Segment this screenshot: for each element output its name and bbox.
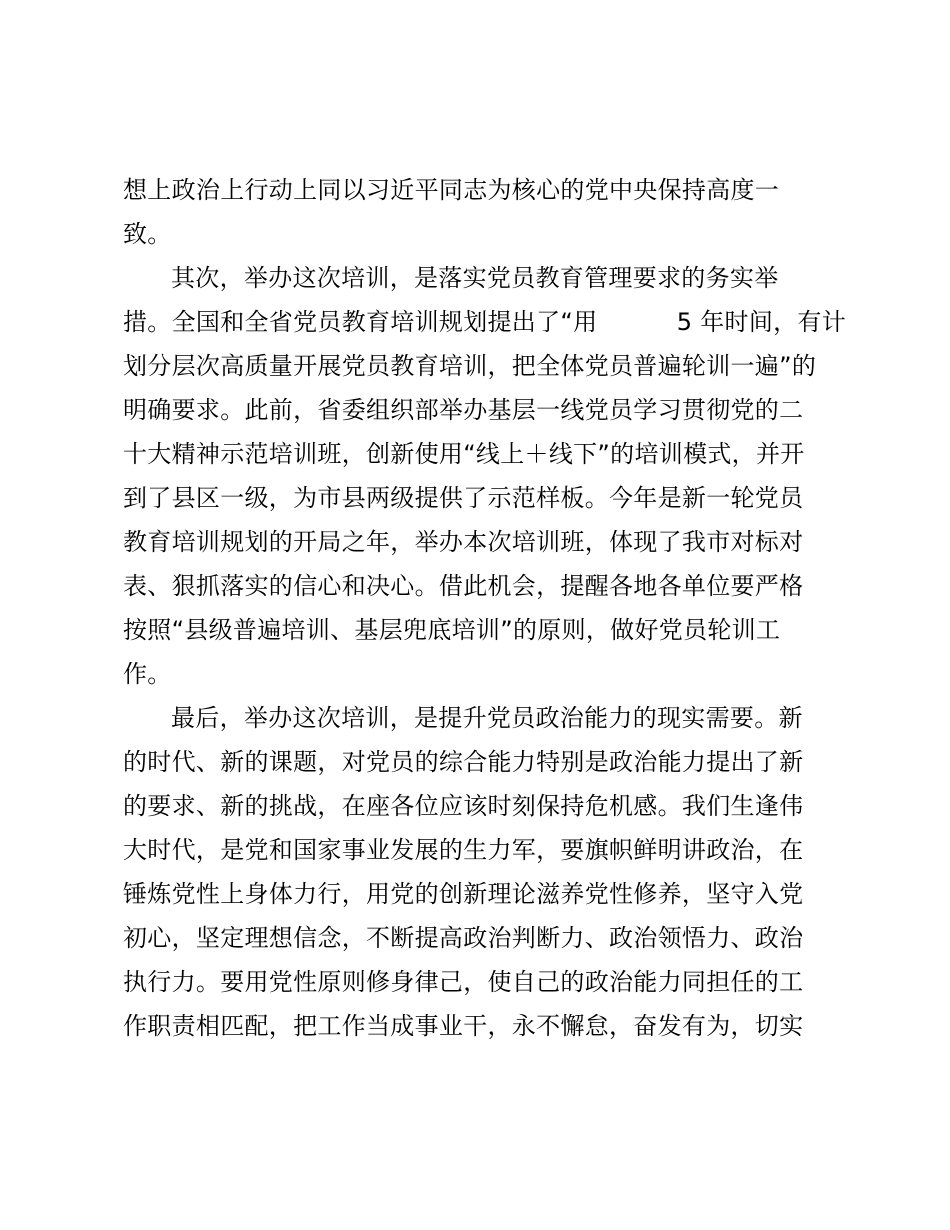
text-line: 划分层次高质量开展党员教育培训，把全体党员普遍轮训一遍”的: [123, 352, 817, 380]
text-line: 教育培训规划的开局之年，举办本次培训班，体现了我市对标对: [123, 528, 804, 556]
text-line: 大时代，是党和国家事业发展的生力军，要旗帜鲜明讲政治，在: [123, 836, 804, 864]
text-line: 明确要求。此前，省委组织部举办基层一线党员学习贯彻党的二: [123, 396, 804, 424]
text-line: 初心，坚定理想信念，不断提高政治判断力、政治领悟力、政治: [123, 924, 804, 952]
text-line: 其次，举办这次培训，是落实党员教育管理要求的务实举: [171, 264, 779, 292]
text-line: 的要求、新的挑战，在座各位应该时刻保持危机感。我们生逢伟: [123, 792, 804, 820]
text-line: 措。全国和全省党员教育培训规划提出了“用 5 年时间，有计: [123, 308, 847, 336]
text-line: 执行力。要用党性原则修身律己，使自己的政治能力同担任的工: [123, 968, 804, 996]
text-line: 致。: [123, 220, 172, 248]
paragraph-2: [123, 256, 847, 696]
paragraph-3: [123, 696, 843, 1048]
text-line: 表、狠抓落实的信心和决心。借此机会，提醒各地各单位要严格: [123, 572, 804, 600]
text-line: 作。: [123, 660, 172, 688]
text-line: 十大精神示范培训班，创新使用“线上＋线下”的培训模式，并开: [123, 440, 805, 468]
text-line: 最后，举办这次培训，是提升党员政治能力的现实需要。新: [171, 704, 803, 732]
body-text: [123, 168, 847, 1048]
text-line: 想上政治上行动上同以习近平同志为核心的党中央保持高度一: [123, 176, 780, 204]
text-line: 到了县区一级，为市县两级提供了示范样板。今年是新一轮党员: [123, 484, 804, 512]
text-line: 作职责相匹配，把工作当成事业干，永不懈怠，奋发有为，切实: [123, 1012, 804, 1040]
text-line: 按照“县级普遍培训、基层兜底培训”的原则，做好党员轮训工: [123, 616, 781, 644]
text-line: 的时代、新的课题，对党员的综合能力特别是政治能力提出了新: [123, 748, 804, 776]
text-line: 锤炼党性上身体力行，用党的创新理论滋养党性修养，坚守入党: [123, 880, 804, 908]
paragraph-1: [123, 168, 843, 256]
